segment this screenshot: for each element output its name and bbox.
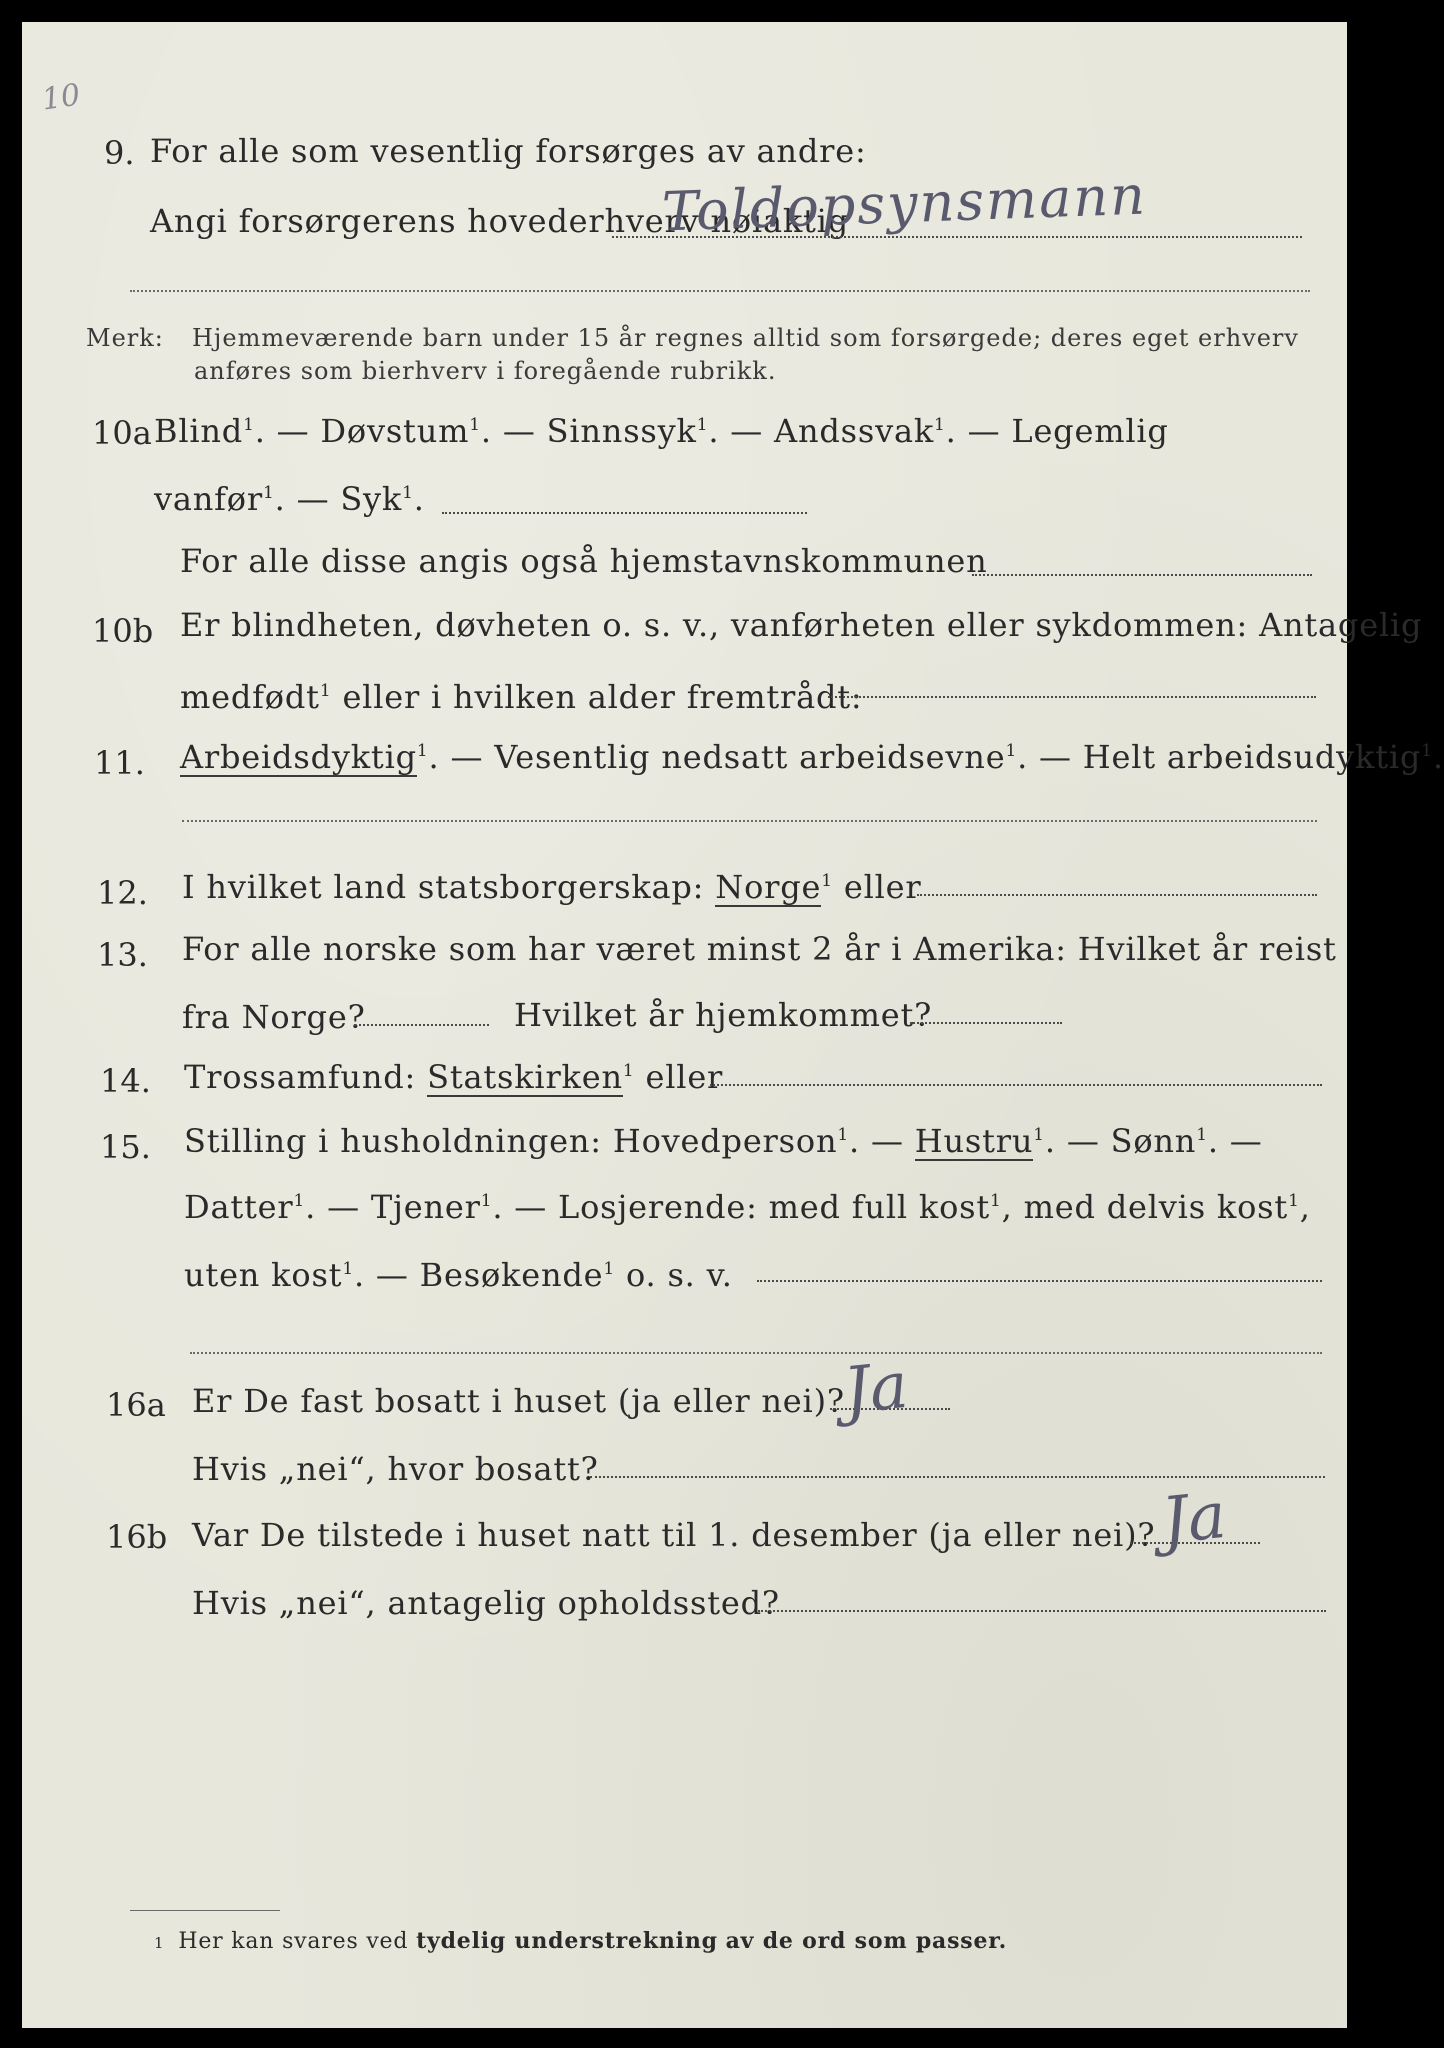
q11-number: 11. [94,744,145,782]
sup: 1 [934,415,946,435]
q10a-line1: Blind$^1$. — Døvstum$^1$. — Sinnssyk$^1$. — Andssvak$^1$. — Legemlig [154,412,1169,450]
sup: 1 [480,1191,493,1211]
q15-delvis: , med delvis kost [1001,1188,1289,1226]
q9-rule [130,290,1310,292]
q13-line1: For alle norske som har været minst 2 år i Amerika: Hvilket år reist [182,930,1337,968]
q16b-number: 16b [106,1518,168,1556]
q16a-bosatt-line [590,1476,1325,1478]
sup: 1 [402,483,414,503]
q14-answer-line [710,1084,1322,1086]
q13-number: 13. [97,936,148,974]
sup: 1 [262,483,275,503]
sup: 1 [990,1191,1002,1211]
q10a-kommune-line [972,574,1312,576]
q15-tjener: — Tjener [327,1188,481,1226]
sup: 1 [342,1259,354,1279]
merk-label: Merk: [86,324,164,352]
q16b-opholdssted-line [758,1610,1326,1612]
q10b-number: 10b [92,612,154,650]
q10b-line2 [180,678,863,716]
footnote-text-c: av de ord som passer. [725,1928,1008,1954]
q15-line3: uten kost$^1$. — Besøkende$^1$ o. s. v. [184,1256,733,1294]
q15-number: 15. [100,1128,151,1166]
footnote-rule [130,1910,280,1911]
q9-number: 9. [104,134,135,172]
q14-eller: eller [645,1058,724,1096]
q10a-opt-dovstum: — Døvstum [276,412,470,450]
q16a-answer: Ja [840,1348,912,1430]
q16a-line1: Er De fast bosatt i huset (ja eller nei)? [192,1382,845,1420]
q11-rule [182,820,1317,822]
merk-line2: anføres som bierhverv i foregående rubrikk. [194,357,777,385]
q15-hovedperson: Stilling i husholdningen: Hovedperson [184,1122,838,1160]
q14-text: Trossamfund: [184,1058,417,1096]
q16a-number: 16a [106,1386,166,1424]
footnote-text-b: tydelig understrekning [416,1928,718,1954]
q10b-line1: Er blindheten, døvheten o. s. v., vanførheten eller sykdommen: Antagelig [180,606,1423,644]
q15-sonn: — Sønn [1066,1122,1197,1160]
q10a-opt-syk: — Syk [296,480,403,518]
sup: 1 [1033,1125,1045,1145]
q10a-opt-vanfor: vanfør [154,480,263,518]
q13-hjemkommet-line [910,1022,1062,1024]
q12-eller: eller [843,868,922,906]
sup: 1 [1421,741,1433,761]
q15-line1: Stilling i husholdningen: Hovedperson$^1$. — Hustru$^1$. — Sønn$^1$. — [184,1122,1263,1160]
q15-datter: Datter [184,1188,294,1226]
sup: 1 [243,415,255,435]
q10a-line2: vanfør$^1$. — Syk$^1$. [154,480,425,518]
sup: 1 [319,681,332,701]
q10b-alder: eller i hvilken alder fremtrådt: [342,678,863,716]
q12-number: 12. [97,874,148,912]
q13-line2b: Hvilket år hjemkommet? [514,996,933,1034]
sup: 1 [293,1191,306,1211]
q14-number: 14. [100,1062,151,1100]
q12-line [182,868,922,907]
footnote [154,1928,1007,1954]
q13-reist-line [354,1024,489,1026]
q9-answer: Toldopsynsmann [661,163,1148,244]
q12-answer-line [917,894,1317,896]
q15-losjerende: — Losjerende: med full kost [514,1188,991,1226]
q15-dash2: — [1229,1122,1263,1160]
sup: 1 [696,415,709,435]
q16b-line2: Hvis „nei“, antagelig opholdssted? [192,1584,780,1622]
footnote-marker: 1 [154,1934,165,1952]
q13-line2a: fra Norge? [182,998,366,1036]
q16b-answer: Ja [1158,1478,1230,1560]
sup: 1 [469,415,481,435]
q14-opt-statskirken: Statskirken [427,1058,623,1096]
q10b-medfodt: medfødt [180,678,320,716]
q10a-opt-blind: Blind [154,412,244,450]
q15-besokende: — Besøkende [375,1256,604,1294]
q15-rule [190,1352,1322,1354]
q14-line [184,1058,723,1097]
q16a-line2: Hvis „nei“, hvor bosatt? [192,1450,599,1488]
sup: 1 [622,1061,635,1081]
sup: 1 [1196,1125,1208,1145]
q9-line2: Angi forsørgerens hovederhverv nøiaktig [150,202,849,240]
q9-line1: For alle som vesentlig forsørges av andre: [150,132,867,170]
margin-mark: 10 [39,77,83,118]
q16b-line1: Var De tilstede i huset natt til 1. desember (ja eller nei)? [192,1516,1156,1554]
q12-text: I hvilket land statsborgerskap: [182,868,705,906]
q10a-line3: For alle disse angis også hjemstavnskommunen [180,542,988,580]
q10b-answer-line [828,696,1316,698]
q15-opt-hustru: Hustru [914,1122,1034,1160]
q10a-opt-andssvak: — Andssvak [730,412,935,450]
census-form-page [22,22,1444,2028]
q10a-syk-line [442,512,807,514]
q11-opt-udyktig: — Helt arbeidsudyktig [1039,738,1422,776]
q11-opt-arbeidsdyktig: Arbeidsdyktig [180,738,417,776]
q15-line2: Datter$^1$. — Tjener$^1$. — Losjerende: med full kost$^1$, med delvis kost$^1$, [184,1188,1311,1226]
q10a-opt-sinnssyk: — Sinnssyk [502,412,697,450]
q15-dash: — [870,1122,904,1160]
sup: 1 [416,741,429,761]
q15-osv: o. s. v. [626,1256,733,1294]
sup: 1 [837,1125,849,1145]
q11-opt-nedsatt: — Vesentlig nedsatt arbeidsevne [450,738,1006,776]
q11-line: Arbeidsdyktig$^1$. — Vesentlig nedsatt arbeidsevne$^1$. — Helt arbeidsudyktig$^1$. [180,738,1444,776]
sup: 1 [821,871,833,891]
merk-line1: Hjemmeværende barn under 15 år regnes alltid som forsørgede; deres eget erhverv [192,324,1299,352]
q15-comma: , [1299,1188,1311,1226]
q10a-number: 10a [92,414,152,452]
q15-answer-line [757,1280,1322,1282]
footnote-text-a: Her kan svares ved [178,1929,409,1954]
q15-uten-kost: uten kost [184,1256,343,1294]
sup: 1 [603,1259,616,1279]
sup: 1 [1288,1191,1300,1211]
q12-opt-norge: Norge [715,868,822,906]
q10a-opt-legemlig: — Legemlig [967,412,1169,450]
sup: 1 [1005,741,1018,761]
